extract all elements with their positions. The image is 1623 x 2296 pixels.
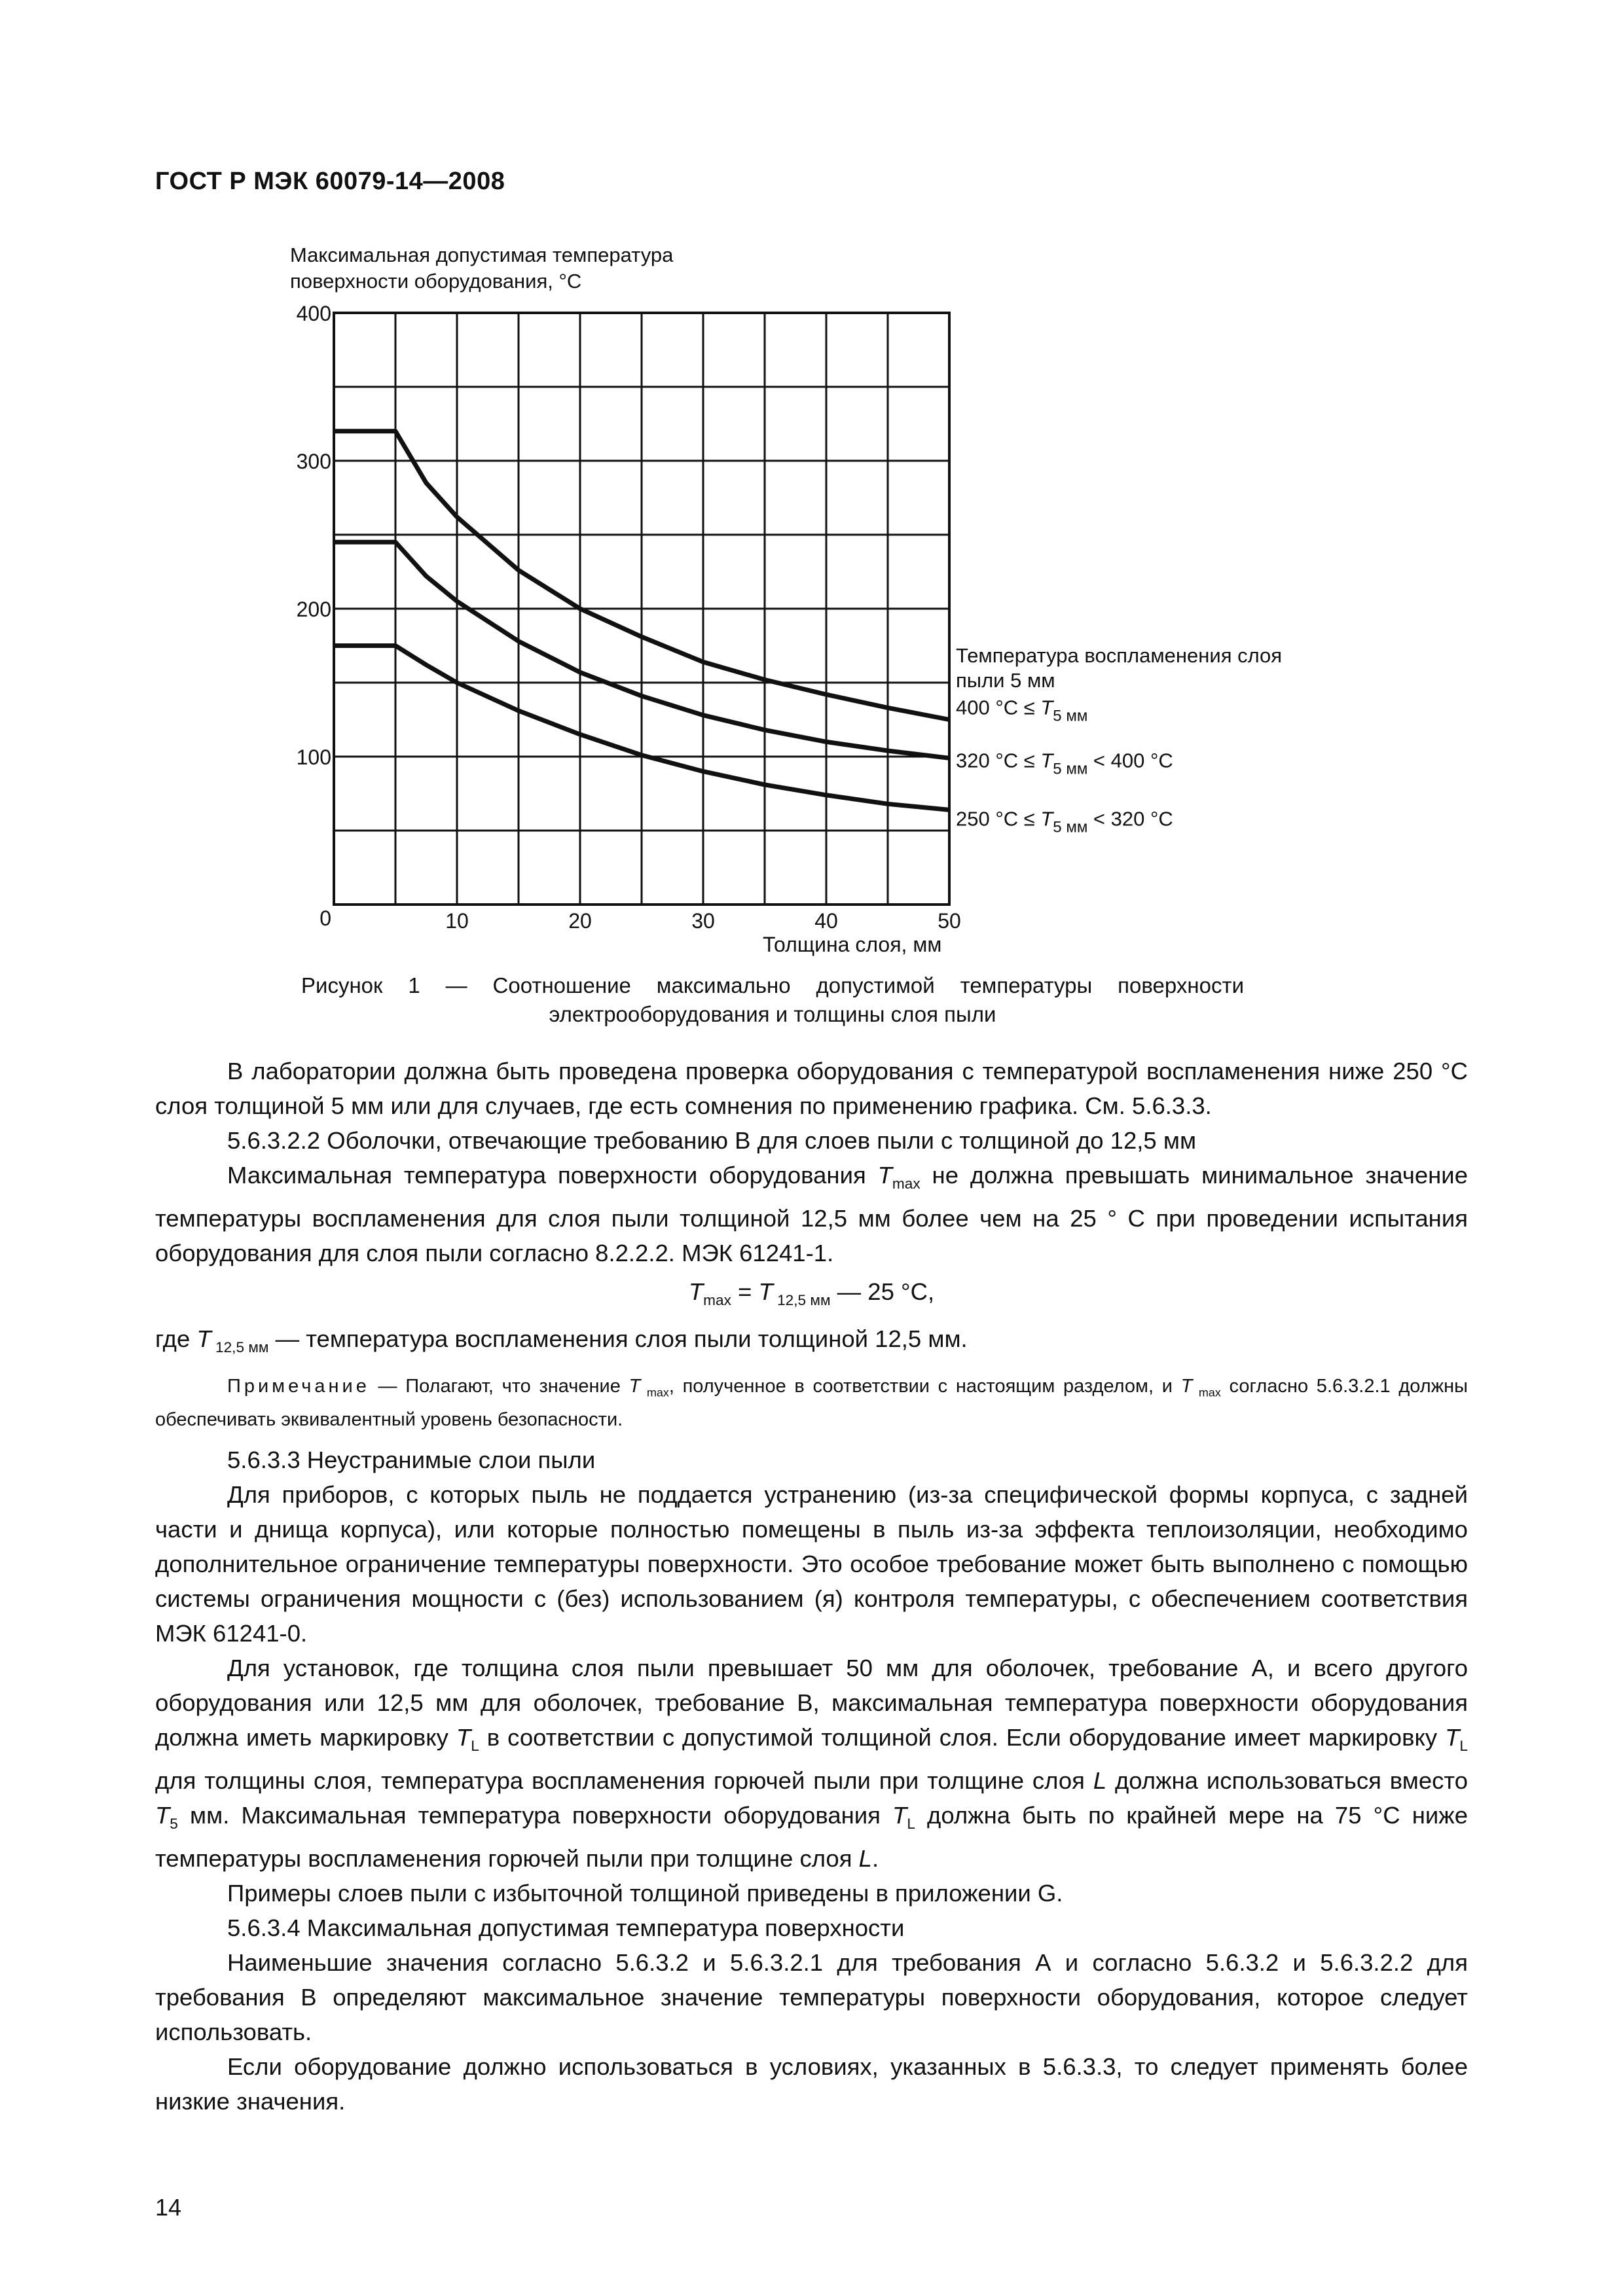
- paragraph: Максимальная температура поверхности оборудования $T_{max}$ не должна превышать минимальное значение температуры воспламенения для слоя пыли толщиной 12,5 мм более чем на 25 ° С при проведении испытания оборудования для слоя пыли согласно 8.2.2.2. МЭК 61241-1.: [155, 1162, 1468, 1266]
- paragraph: В лаборатории должна быть проведена проверка оборудования с температурой воспламенения ниже 250 °С слоя толщиной 5 мм или для случаев, где есть сомнения по применению графика. См. 5.6.3.3.: [155, 1058, 1468, 1119]
- y-tick-label: 100: [296, 745, 331, 769]
- figure-caption: [282, 971, 1264, 1029]
- series-label-3: 250 $^\circ C \le T_{5 мм} < 320$ °C: [956, 807, 1173, 836]
- page-number: 14: [155, 2194, 182, 2221]
- temperature-thickness-chart: [0, 0, 1623, 969]
- y-axis-title-line-2: поверхности оборудования, °С: [290, 270, 582, 293]
- series-label-2: 320 $^\circ C \le T_{5 мм} < 400$ °C: [956, 749, 1173, 778]
- formula: $T_{max} = T$ $_{12,5 мм}$ — 25 °С,: [688, 1278, 935, 1308]
- series-label-1: 400 $^\circ C \le T_{5 мм}$: [956, 696, 1088, 725]
- paragraph: Примеры слоев пыли с избыточной толщиной приведены в приложении G.: [227, 1879, 1063, 1907]
- formula-definition: где T $_{12,5 мм}$ — температура воспламенения слоя пыли толщиной 12,5 мм.: [155, 1325, 968, 1355]
- paragraph: Для установок, где толщина слоя пыли превышает 50 мм для оболочек, требование А, и всего другого оборудования или 12,5 мм для оболочек, требование В, максимальная температура поверхности оборудования должна иметь маркировку $T_L$ в соответствии с допустимой толщиной слоя. Если оборудование имеет маркировку $T_L$ для толщины слоя, температура воспламенения горючей пыли при толщине слоя L должна использоваться вместо $T_5$ мм. Максимальная температура поверхности оборудования $T_L$ должна быть по крайней мере на 75 °С ниже температуры воспламенения горючей пыли при толщине слоя L.: [155, 1655, 1468, 1872]
- note: Примечание — Полагают, что значение T $_{max}$, полученное в соответствии с настоящим разделом, и T $_{max}$ согласно 5.6.3.2.1 должны обеспечивать эквивалентный уровень безопасности.: [155, 1375, 1468, 1430]
- x-tick-label: 30: [691, 909, 715, 933]
- x-tick-label: 20: [568, 909, 592, 933]
- y-tick-label: 200: [296, 598, 331, 621]
- y-axis-title-line-1: Максимальная допустимая температура: [290, 243, 674, 266]
- y-tick-label: 300: [296, 450, 331, 473]
- x-tick-label: 40: [814, 909, 838, 933]
- legend-title-line: Температура воспламенения слоя: [956, 644, 1283, 667]
- section-heading: 5.6.3.2.2 Оболочки, отвечающие требованию В для слоев пыли с толщиной до 12,5 мм: [227, 1127, 1197, 1154]
- x-tick-label: 10: [445, 909, 469, 933]
- figure-caption-line-2: электрооборудования и толщины слоя пыли: [549, 1002, 996, 1026]
- section-heading: 5.6.3.3 Неустранимые слои пыли: [227, 1446, 596, 1473]
- body-text: [155, 1054, 1468, 2119]
- x-tick-label: 50: [938, 909, 961, 933]
- legend-title-line: пыли 5 мм: [956, 669, 1055, 692]
- y-tick-label: 0: [319, 906, 331, 930]
- paragraph: Для приборов, с которых пыль не поддается устранению (из-за специфической формы корпуса, с задней части и днища корпуса), или которые полностью помещены в пыль из-за эффекта теплоизоляции, необходимо дополнительное ограничение температуры поверхности. Это особое требование может быть выполнено с помощью системы ограничения мощности с (без) использованием (я) контроля температуры, с обеспечением соответствия МЭК 61241-0.: [155, 1481, 1468, 1647]
- x-axis-title: Толщина слоя, мм: [763, 933, 942, 956]
- document-header: ГОСТ Р МЭК 60079-14—2008: [155, 168, 505, 195]
- section-heading: 5.6.3.4 Максимальная допустимая температура поверхности: [227, 1914, 905, 1941]
- paragraph: Наименьшие значения согласно 5.6.3.2 и 5.6.3.2.1 для требования А и согласно 5.6.3.2 и 5.6.3.2.2 для требования В определяют максимальное значение температуры поверхности оборудования, которое следует использовать.: [155, 1948, 1468, 2045]
- y-tick-label: 400: [296, 302, 331, 325]
- figure-caption-line-1: Рисунок 1 — Соотношение максимально допустимой температуры поверхности: [301, 973, 1244, 997]
- paragraph: Если оборудование должно использоваться в условиях, указанных в 5.6.3.3, то следует применять более низкие значения.: [155, 2053, 1468, 2115]
